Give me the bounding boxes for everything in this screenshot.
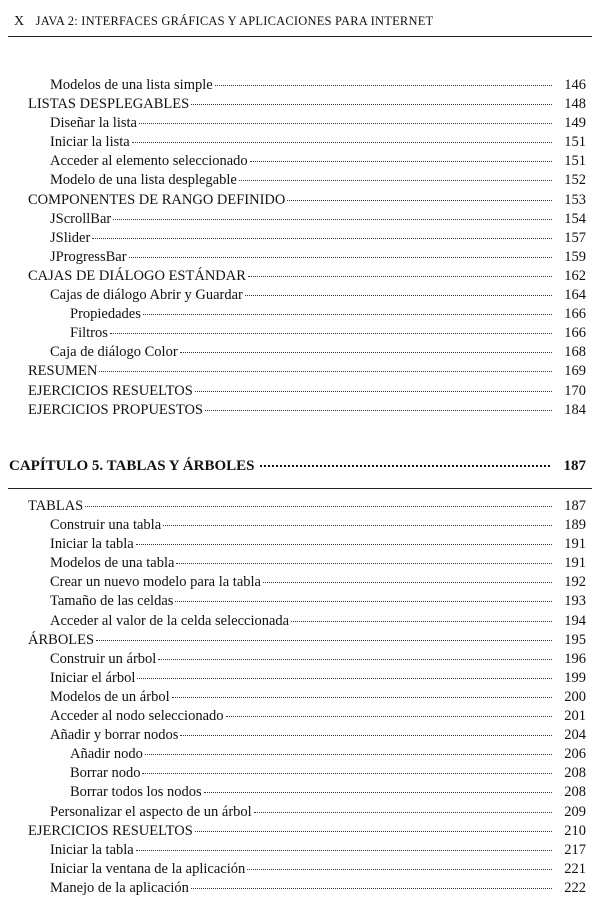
toc-entry-title: Tamaño de las celdas (50, 593, 174, 610)
toc-entry-page-number: 166 (564, 306, 586, 323)
toc-entry (0, 286, 586, 305)
toc-entry-title: JSlider (50, 229, 91, 246)
toc-entry (0, 650, 586, 669)
toc-entry-page-number: 196 (564, 650, 586, 667)
toc-entry-title: Añadir y borrar nodos (50, 727, 179, 744)
toc-entry-page-number: 187 (564, 498, 586, 514)
toc-entry-title: Acceder al elemento seleccionado (50, 153, 248, 170)
leader-dots (110, 333, 552, 334)
leader-dots (226, 716, 552, 717)
leader-dots (175, 601, 552, 602)
leader-dots (129, 257, 552, 258)
toc-entry-page-number: 200 (564, 688, 586, 705)
toc-entry-page-number: 154 (564, 210, 586, 227)
leader-dots (195, 831, 552, 832)
toc-entry-title: Iniciar la tabla (50, 841, 134, 858)
toc-entry (0, 171, 586, 190)
leader-dots (92, 238, 552, 239)
toc-entry (0, 229, 586, 248)
chapter-title: CAPÍTULO 5. TABLAS Y ÁRBOLES (9, 458, 255, 474)
leader-dots (96, 640, 552, 641)
toc-entry (0, 210, 586, 229)
toc-entry-title: Modelo de una lista desplegable (50, 172, 237, 189)
toc-entry (0, 631, 586, 650)
leader-dots (85, 506, 552, 507)
toc-entry-title: Acceder al valor de la celda seleccionada (50, 612, 290, 629)
toc-entry-page-number: 191 (564, 536, 586, 553)
toc-entry-title: EJERCICIOS RESUELTOS (28, 822, 193, 839)
toc-entry-page-number: 146 (564, 77, 586, 93)
leader-dots (239, 180, 552, 181)
toc-entry-page-number: 153 (564, 191, 586, 208)
toc-entry-title: Acceder al nodo seleccionado (50, 708, 224, 725)
toc-entry (0, 592, 586, 611)
toc-entry-page-number: 208 (564, 784, 586, 801)
toc-entry-page-number: 206 (564, 746, 586, 763)
toc-entry (0, 248, 586, 267)
leader-dots (263, 582, 552, 583)
toc-entry-title: RESUMEN (28, 363, 98, 380)
toc-entry-title: JProgressBar (50, 248, 127, 265)
toc-entry-page-number: 221 (564, 860, 586, 877)
leader-dots (260, 465, 550, 467)
toc-entry-page-number: 168 (564, 344, 586, 361)
toc-entry-title: Diseñar la lista (50, 115, 137, 132)
toc-entry-page-number: 152 (564, 172, 586, 189)
toc-entry-page-number: 222 (564, 879, 586, 896)
toc-entry (0, 879, 586, 898)
leader-dots (250, 161, 552, 162)
leader-dots (254, 812, 552, 813)
leader-dots (204, 792, 552, 793)
toc-entry (0, 95, 586, 114)
toc-entry (0, 267, 586, 286)
toc-entry-page-number: 148 (564, 96, 586, 113)
toc-entry (0, 841, 586, 860)
toc-entry-title: ÁRBOLES (28, 631, 95, 648)
toc-entry-title: Crear un nuevo modelo para la tabla (50, 574, 261, 591)
chapter-heading (0, 458, 586, 475)
leader-dots (248, 276, 552, 277)
leader-dots (247, 869, 552, 870)
toc-entry-title: Construir un árbol (50, 650, 157, 667)
toc-entry-title: Cajas de diálogo Abrir y Guardar (50, 287, 243, 304)
toc-entry (0, 152, 586, 171)
toc-entry-page-number: 192 (564, 574, 586, 591)
toc-entry (0, 726, 586, 745)
toc-entry (0, 114, 586, 133)
toc-entry-page-number: 189 (564, 517, 586, 534)
toc-entry (0, 688, 586, 707)
toc-entry-title: CAJAS DE DIÁLOGO ESTÁNDAR (28, 267, 246, 284)
toc-entry-page-number: 170 (564, 382, 586, 399)
toc-entry-page-number: 151 (564, 153, 586, 170)
toc-entry-page-number: 184 (564, 401, 586, 418)
toc-entry-title: Borrar todos los nodos (70, 784, 202, 801)
running-header (14, 14, 586, 30)
leader-dots (136, 850, 552, 851)
leader-dots (142, 773, 552, 774)
toc-entry-page-number: 217 (564, 841, 586, 858)
leader-dots (113, 219, 552, 220)
toc-entry (0, 76, 586, 95)
toc-entry-title: EJERCICIOS RESUELTOS (28, 382, 193, 399)
leader-dots (291, 621, 552, 622)
leader-dots (145, 754, 552, 755)
toc-entry (0, 401, 586, 420)
toc-entry (0, 803, 586, 822)
toc-entry-title: Modelos de un árbol (50, 688, 170, 705)
leader-dots (143, 314, 552, 315)
toc-entry-title: EJERCICIOS PROPUESTOS (28, 401, 203, 418)
toc-entry-title: JScrollBar (50, 210, 112, 227)
toc-entry-page-number: 169 (564, 363, 586, 380)
toc-entry-title: Iniciar el árbol (50, 669, 136, 686)
toc-section-2 (0, 497, 600, 898)
toc-entry (0, 191, 586, 210)
toc-entry (0, 133, 586, 152)
toc-entry (0, 535, 586, 554)
leader-dots (163, 525, 552, 526)
toc-entry (0, 612, 586, 631)
toc-entry (0, 516, 586, 535)
toc-entry (0, 669, 586, 688)
toc-entry-title: Iniciar la ventana de la aplicación (50, 860, 246, 877)
chapter-page-number: 187 (563, 458, 586, 474)
toc-entry (0, 305, 586, 324)
toc-entry-page-number: 157 (564, 229, 586, 246)
toc-entry-title: Caja de diálogo Color (50, 344, 178, 361)
toc-entry (0, 382, 586, 401)
toc-entry-page-number: 195 (564, 631, 586, 648)
leader-dots (195, 391, 552, 392)
toc-entry-title: Iniciar la tabla (50, 536, 134, 553)
toc-entry-page-number: 159 (564, 248, 586, 265)
toc-entry-title: Modelos de una tabla (50, 555, 175, 572)
toc-entry (0, 554, 586, 573)
header-rule (8, 36, 592, 37)
toc-entry-page-number: 210 (564, 822, 586, 839)
toc-entry (0, 745, 586, 764)
toc-entry (0, 324, 586, 343)
toc-entry-page-number: 164 (564, 287, 586, 304)
leader-dots (287, 200, 552, 201)
toc-entry-title: Personalizar el aspecto de un árbol (50, 803, 252, 820)
toc-entry-page-number: 201 (564, 708, 586, 725)
toc-section-1 (0, 76, 600, 420)
toc-entry-page-number: 149 (564, 115, 586, 132)
toc-entry (0, 764, 586, 783)
toc-entry (0, 362, 586, 381)
leader-dots (158, 659, 552, 660)
toc-entry-page-number: 193 (564, 593, 586, 610)
toc-entry-page-number: 166 (564, 325, 586, 342)
toc-entry-page-number: 204 (564, 727, 586, 744)
toc-entry-title: TABLAS (28, 498, 84, 514)
leader-dots (215, 85, 552, 86)
leader-dots (191, 888, 552, 889)
toc-entry-title: Modelos de una lista simple (50, 77, 213, 93)
leader-dots (136, 544, 552, 545)
toc-entry-title: Propiedades (70, 306, 141, 323)
toc-entry-page-number: 208 (564, 765, 586, 782)
leader-dots (180, 352, 552, 353)
header-page-number: X (14, 14, 25, 29)
leader-dots (245, 295, 552, 296)
header-title: JAVA 2: INTERFACES GRÁFICAS Y APLICACIONES PARA INTERNET (35, 14, 434, 28)
toc-entry (0, 860, 586, 879)
toc-entry-page-number: 209 (564, 803, 586, 820)
toc-entry-page-number: 199 (564, 669, 586, 686)
toc-entry (0, 497, 586, 516)
toc-entry-title: Filtros (70, 325, 108, 342)
toc-entry-page-number: 151 (564, 134, 586, 151)
leader-dots (132, 142, 552, 143)
leader-dots (99, 371, 552, 372)
toc-entry-title: Manejo de la aplicación (50, 879, 189, 896)
toc-entry-title: Añadir nodo (70, 746, 143, 763)
leader-dots (180, 735, 552, 736)
toc-entry (0, 573, 586, 592)
leader-dots (137, 678, 552, 679)
leader-dots (205, 410, 552, 411)
toc-entry-title: Borrar nodo (70, 765, 141, 782)
toc-entry-title: Iniciar la lista (50, 134, 130, 151)
leader-dots (176, 563, 552, 564)
toc-entry-page-number: 162 (564, 267, 586, 284)
leader-dots (172, 697, 552, 698)
leader-dots (139, 123, 552, 124)
toc-entry-title: LISTAS DESPLEGABLES (28, 96, 190, 113)
toc-entry-page-number: 191 (564, 555, 586, 572)
toc-entry (0, 783, 586, 802)
toc-entry-title: COMPONENTES DE RANGO DEFINIDO (28, 191, 286, 208)
toc-entry-page-number: 194 (564, 612, 586, 629)
toc-entry-title: Construir una tabla (50, 517, 162, 534)
toc-entry (0, 343, 586, 362)
toc-entry (0, 822, 586, 841)
toc-entry (0, 707, 586, 726)
chapter-rule (8, 488, 592, 489)
leader-dots (191, 104, 552, 105)
